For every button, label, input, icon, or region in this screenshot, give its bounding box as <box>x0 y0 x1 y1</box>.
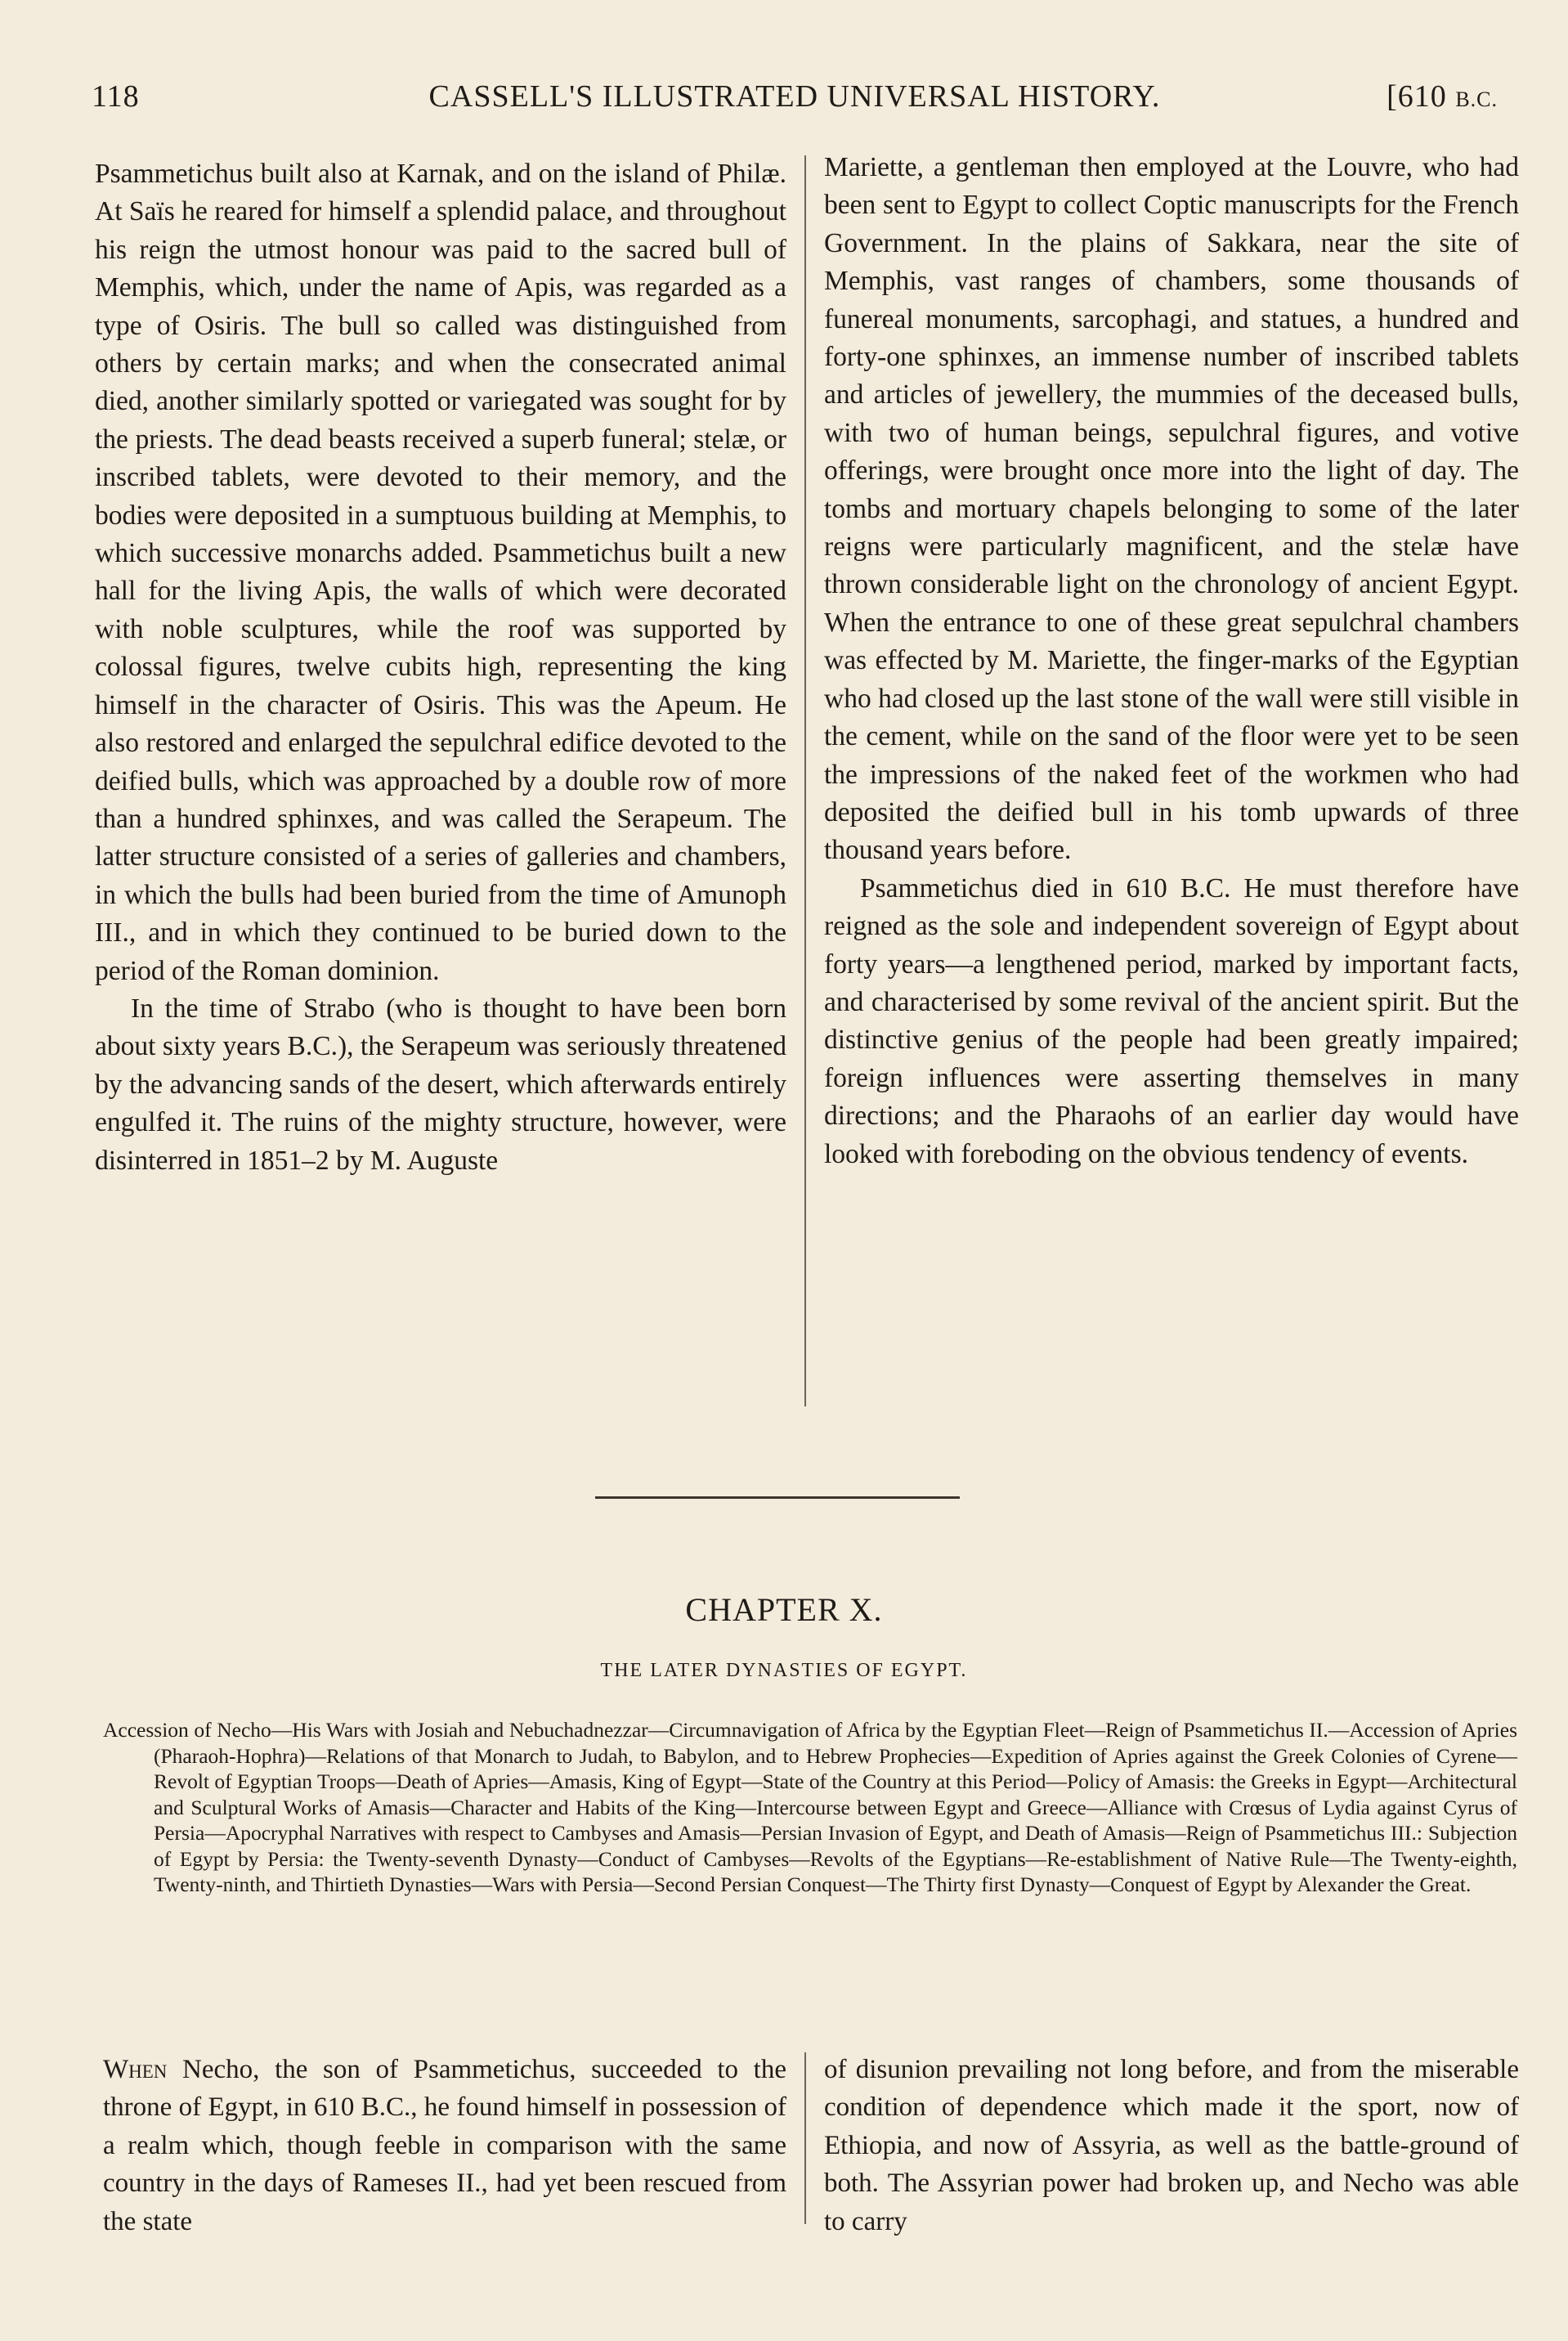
paragraph-mariette: Mariette, a gentleman then employed at the Louvre, who had been sent to Egypt to collect Coptic manuscripts for the French Government. In the plains of Sakkara, near the site of Memphis, vast ranges of chambers, some thousands of funereal monuments, sarcophagi, and statues, a hundred and forty-one sphinxes, an immense number of inscribed tablets and articles of jewellery, the mummies of the deceased bulls, with two of human beings, sepulchral figures, and votive offerings, were brought once more into the light of day. The tombs and mortuary chapels belonging to some of the later reigns were particularly magnificent, and the stelæ have thrown considerable light on the chronology of ancient Egypt. When the entrance to one of these great sepulchral chambers was effected by M. Mariette, the finger-marks of the Egyptian who had closed up the last stone of the wall were still visible in the cement, while on the sand of the floor were yet to be seen the impressions of the naked feet of the workmen who had deposited the deified bull in his tomb upwards of three thousand years before. <box>824 152 1519 866</box>
top-left-column <box>95 155 786 1180</box>
running-title: CASSELL'S ILLUSTRATED UNIVERSAL HISTORY. <box>428 79 1161 114</box>
bottom-right-column <box>824 2051 1519 2240</box>
paragraph-death-of-psammetichus: Psammetichus died in 610 B.C. He must therefore have reigned as the sole and independent sovereign of Egypt about forty years—a lengthened period, marked by important facts, and characterised by some revival of the ancient spirit. But the distinctive genius of the people had been greatly impaired; foreign influences were asserting themselves in many directions; and the Pharaohs of an earlier day would have looked with foreboding on the obvious tendency of events. <box>824 872 1519 1169</box>
section-rule <box>595 1496 960 1499</box>
date-era: B.C. <box>1455 87 1498 111</box>
date-year: [610 <box>1387 79 1447 114</box>
chapter-title: CHAPTER X. <box>685 1591 883 1628</box>
paragraph-strabo: In the time of Strabo (who is thought to have been born about sixty years B.C.), the Serapeum was seriously threatened by the advancing sands of the desert, which afterwards entirely engulfed it. The ruins of the mighty structure, however, were disinterred in 1851–2 by M. Auguste <box>95 993 786 1176</box>
bottom-left-column <box>103 2051 786 2240</box>
chapter-summary: Accession of Necho—His Wars with Josiah and Nebuchadnezzar—Circumnavigation of Africa by the Egyptian Fleet—Reign of Psammetichus II.—Accession of Apries (Pharaoh-Hophra)—Relations of that Monarch to Judah, to Babylon, and to Hebrew Prophecies—Expedition of Apries against the Greek Colonies of Cyrene—Revolt of Egyptian Troops—Death of Apries—Amasis, King of Egypt—State of the Country at this Period—Policy of Amasis: the Greeks in Egypt—Architectural and Sculptural Works of Amasis—Character and Habits of the King—Intercourse between Egypt and Greece—Alliance with Crœsus of Lydia against Cyrus of Persia—Apocryphal Narratives with respect to Cambyses and Amasis—Persian Invasion of Egypt, and Death of Amasis—Reign of Psammetichus III.: Subjection of Egypt by Persia: the Twenty-seventh Dynasty—Conduct of Cambyses—Revolts of the Egyptians—Re-establishment of Native Rule—The Twenty-eighth, Twenty-ninth, and Thirtieth Dynasties—Wars with Persia—Second Persian Conquest—The Thirty first Dynasty—Conquest of Egypt by Alexander the Great. <box>103 1718 1517 1896</box>
paragraph-apis: Psammetichus built also at Karnak, and on the island of Philæ. At Saïs he reared for himself a splendid palace, and throughout his reign the utmost honour was paid to the sacred bull of Memphis, which, under the name of Apis, was regarded as a type of Osiris. The bull so called was distinguished from others by certain marks; and when the consecrated animal died, another similarly spotted or variegated was sought for by the priests. The dead beasts received a superb funeral; stelæ, or inscribed tablets, were devoted to their memory, and the bodies were deposited in a sumptuous building at Memphis, to which successive monarchs added. Psammetichus built a new hall for the living Apis, the walls of which were decorated with noble sculptures, while the roof was supported by colossal figures, twelve cubits high, representing the king himself in the character of Osiris. This was the Apeum. He also restored and enlarged the sepulchral edifice devoted to the deified bulls, which was approached by a double row of more than a hundred sphinxes, and was called the Serapeum. The latter structure consisted of a series of galleries and chambers, in which the bulls had been buried from the time of Amunoph III., and in which they continued to be buried down to the period of the Roman dominion. <box>95 159 786 986</box>
column-divider-bottom <box>804 2052 806 2224</box>
page-number: 118 <box>92 79 140 114</box>
top-right-column <box>824 149 1519 1173</box>
paragraph-necho-text: Necho, the son of Psammetichus, succeeded to the throne of Egypt, in 610 B.C., he found himself in possession of a realm which, though feeble in comparison with the same country in the days of Rameses II., had yet been rescued from the state <box>103 2055 786 2236</box>
column-divider-top <box>804 155 806 1406</box>
opening-word: When <box>103 2055 168 2084</box>
chapter-subtitle: THE LATER DYNASTIES OF EGYPT. <box>600 1660 968 1681</box>
date-marker <box>1387 78 1498 114</box>
running-header <box>92 78 1498 128</box>
paragraph-disunion: of disunion prevailing not long before, and from the miserable condition of dependence which made it the sport, now of Ethiopia, and now of Assyria, as well as the battle-ground of both. The Assyrian power had broken up, and Necho was able to carry <box>824 2055 1519 2236</box>
paragraph-necho <box>103 2051 786 2240</box>
